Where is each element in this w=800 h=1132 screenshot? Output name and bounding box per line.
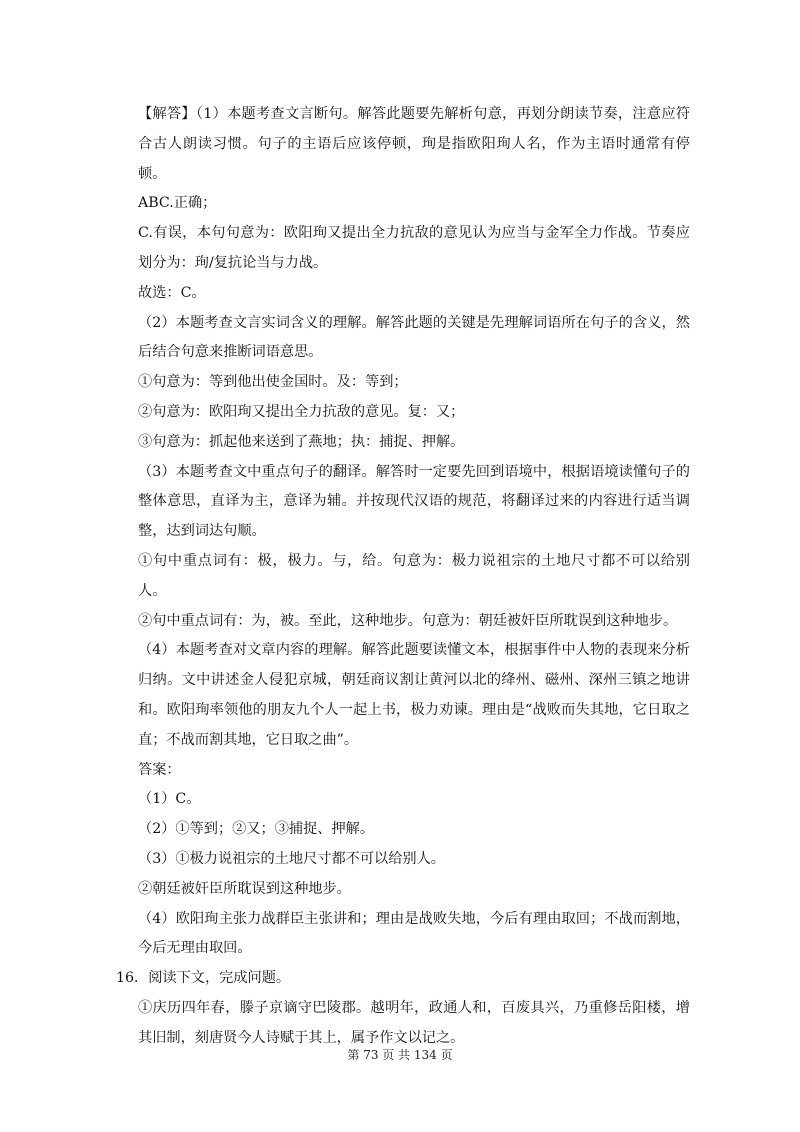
paragraph-3: C.有误，本句句意为：欧阳珣又提出全力抗敌的意见认为应当与金军全力作战。节奏应划分为：珣/复抗论当与力战。 bbox=[138, 225, 690, 271]
question-16-heading: 16．阅读下文，完成问题。 bbox=[116, 970, 291, 987]
paragraph-9: （3）本题考查文中重点句子的翻译。解答时一定要先回到语境中，根据语境读懂句子的整体意思，直译为主，意译为辅。并按现代汉语的规范，将翻译过来的内容进行适当调整，达到词达句顺。 bbox=[138, 463, 690, 540]
paragraph-6: ①句意为：等到他出使金国时。及：等到； bbox=[138, 374, 408, 391]
answer-content bbox=[116, 100, 690, 1054]
paragraph-18: （4）欧阳珣主张力战群臣主张讲和；理由是战败失地，今后有理由取回；不战而割地，今后无理由取回。 bbox=[138, 910, 690, 957]
paragraph-8: ③句意为：抓起他来送到了燕地；执：捕捉、押解。 bbox=[138, 433, 465, 450]
paragraph-15: （2）①等到；②又；③捕捉、押解。 bbox=[138, 821, 375, 838]
paragraph-1: 【解答】（1）本题考查文言断句。解答此题要先解析句意，再划分朗读节奏，注意应符合古人朗读习惯。句子的主语后应该停顿，珣是指欧阳珣人名，作为主语时通常有停顿。 bbox=[138, 106, 690, 182]
paragraph-7: ②句意为：欧阳珣又提出全力抗敌的意见。复：又； bbox=[138, 403, 465, 420]
paragraph-12: （4）本题考查对文章内容的理解。解答此题要读懂文本，根据事件中人物的表现来分析归纳。文中讲述金人侵犯京城，朝廷商议割让黄河以北的绛州、磁州、深州三镇之地讲和。欧阳珣率领他的朋友九个人一起上书，极力劝谏。理由是“战败而失其地，它日取之直；不战而割其地，它日取之曲”。 bbox=[138, 642, 690, 748]
paragraph-16: （3）①极力说祖宗的土地尺寸都不可以给别人。 bbox=[138, 850, 445, 867]
page-number-footer: 第 73 页 共 134 页 bbox=[347, 1048, 453, 1062]
paragraph-4: 故选：C。 bbox=[138, 284, 206, 301]
paragraph-11: ②句中重点词有：为，被。至此，这种地步。句意为：朝廷被奸臣所耽误到这种地步。 bbox=[138, 612, 678, 629]
paragraph-17: ②朝廷被奸臣所耽误到这种地步。 bbox=[138, 880, 351, 897]
paragraph-10: ①句中重点词有：极，极力。与，给。句意为：极力说祖宗的土地尺寸都不可以给别人。 bbox=[138, 552, 690, 599]
paragraph-13: 答案： bbox=[138, 761, 181, 778]
passage-paragraph: ①庆历四年春，滕子京谪守巴陵郡。越明年，政通人和，百废具兴，乃重修岳阳楼，增其旧制，刻唐贤今人诗赋于其上，属予作文以记之。 bbox=[138, 999, 690, 1046]
paragraph-5: （2）本题考查文言实词含义的理解。解答此题的关键是先理解词语所在句子的含义，然后结合句意来推断词语意思。 bbox=[138, 314, 690, 361]
paragraph-2: ABC.正确； bbox=[138, 195, 217, 212]
paragraph-14: （1）C。 bbox=[138, 791, 201, 808]
